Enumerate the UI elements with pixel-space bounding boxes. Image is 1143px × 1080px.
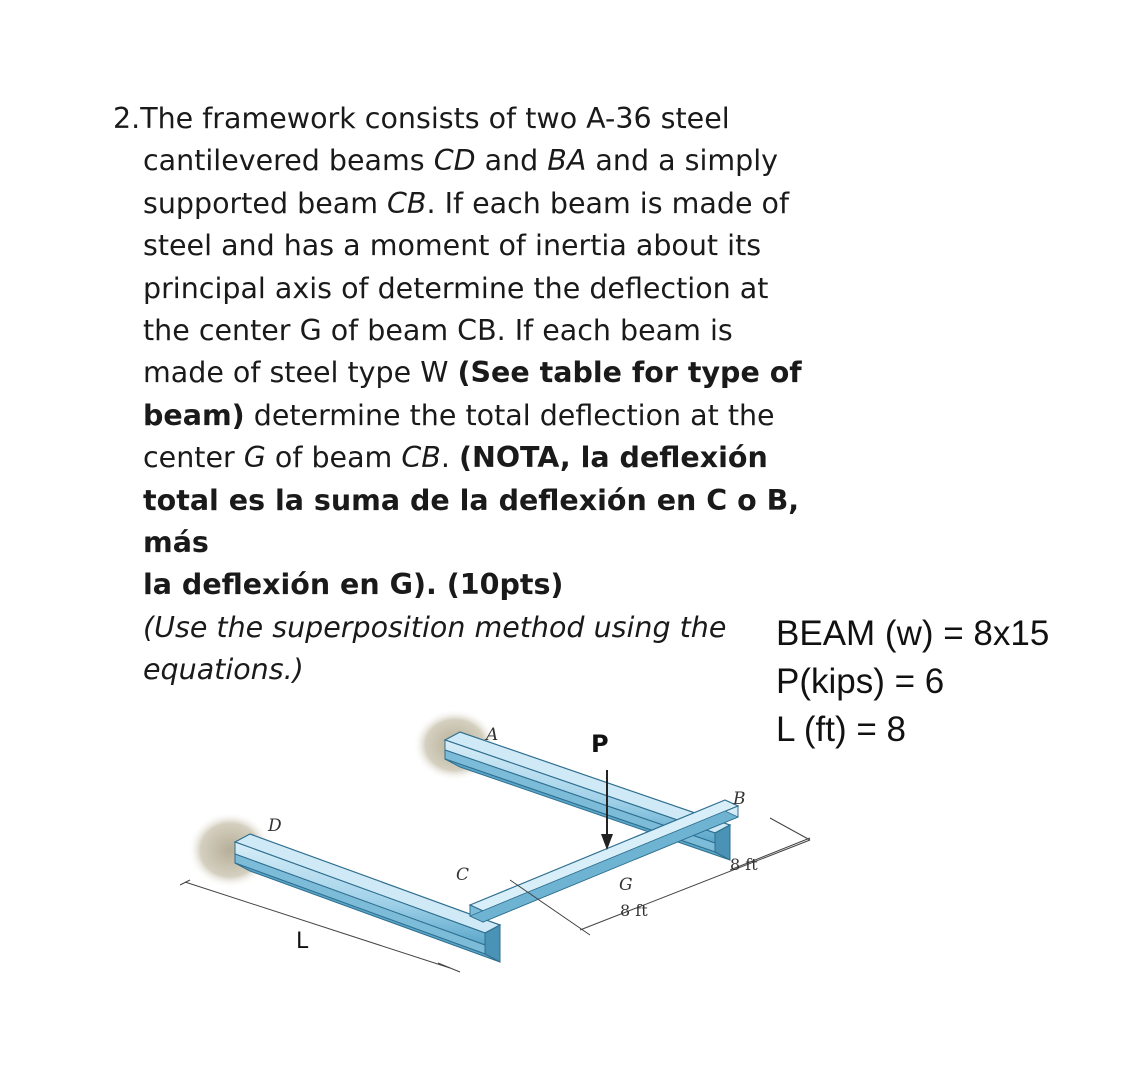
dim-label-cb: 8 ft — [620, 901, 648, 920]
problem-line-9 — [113, 437, 853, 479]
beam-cb: CB — [401, 441, 441, 475]
text: . If each beam is made of — [426, 186, 790, 220]
given-length: L (ft) = 8 — [776, 710, 907, 749]
problem-line-5: principal axis of determine the deflection at — [143, 271, 769, 305]
text: The framework consists of two A-36 steel — [140, 102, 730, 135]
text: . — [440, 441, 459, 475]
beam-cb — [470, 800, 738, 922]
framework-figure — [170, 700, 830, 1000]
label-b: B — [733, 789, 746, 809]
problem-line-2 — [113, 140, 853, 182]
problem-line-8 — [113, 395, 853, 437]
text: supported beam — [143, 186, 388, 220]
label-g: G — [619, 875, 633, 895]
given-beam: BEAM (w) = 8x15 — [776, 614, 1050, 653]
text: made of steel type W — [143, 356, 458, 390]
problem-line-3 — [113, 183, 853, 225]
problem-line-1 — [113, 98, 853, 140]
label-d: D — [268, 816, 282, 836]
bold-text: (See table for type of — [457, 356, 802, 390]
label-c: C — [456, 865, 470, 885]
beam-dc — [235, 834, 500, 962]
point-g: G — [243, 441, 266, 475]
beam-ba: BA — [547, 144, 587, 178]
problem-line-13: equations.) — [143, 653, 304, 687]
beam-cb: CB — [387, 186, 427, 220]
text: of beam — [265, 441, 402, 475]
problem-number: 2. — [113, 102, 141, 135]
problem-line-11: la deflexión en G). (10pts) — [143, 568, 564, 602]
label-l: L — [296, 929, 309, 954]
beam-ab — [445, 732, 730, 860]
bold-text: (NOTA, la deflexión — [458, 441, 768, 475]
problem-line-6: the center G of beam CB. If each beam is — [143, 314, 733, 348]
bold-text: beam) — [143, 398, 245, 432]
text: and — [475, 144, 548, 178]
problem-line-4: steel and has a moment of inertia about its — [143, 229, 762, 263]
label-a: A — [486, 725, 499, 745]
problem-line-7 — [113, 352, 853, 394]
text: center — [143, 441, 244, 475]
problem-line-12: (Use the superposition method using the — [143, 610, 727, 644]
label-p: P — [591, 730, 609, 758]
problem-line-10: total es la suma de la deflexión en C o B, más — [143, 483, 800, 560]
text: determine the total deflection at the — [244, 398, 775, 432]
beam-cd: CD — [433, 144, 476, 178]
given-load: P(kips) = 6 — [776, 662, 945, 701]
text: cantilevered beams — [143, 144, 434, 178]
problem-statement — [113, 98, 853, 692]
dim-label-ab: 8 ft — [730, 855, 758, 874]
text: and a simply — [586, 144, 779, 178]
